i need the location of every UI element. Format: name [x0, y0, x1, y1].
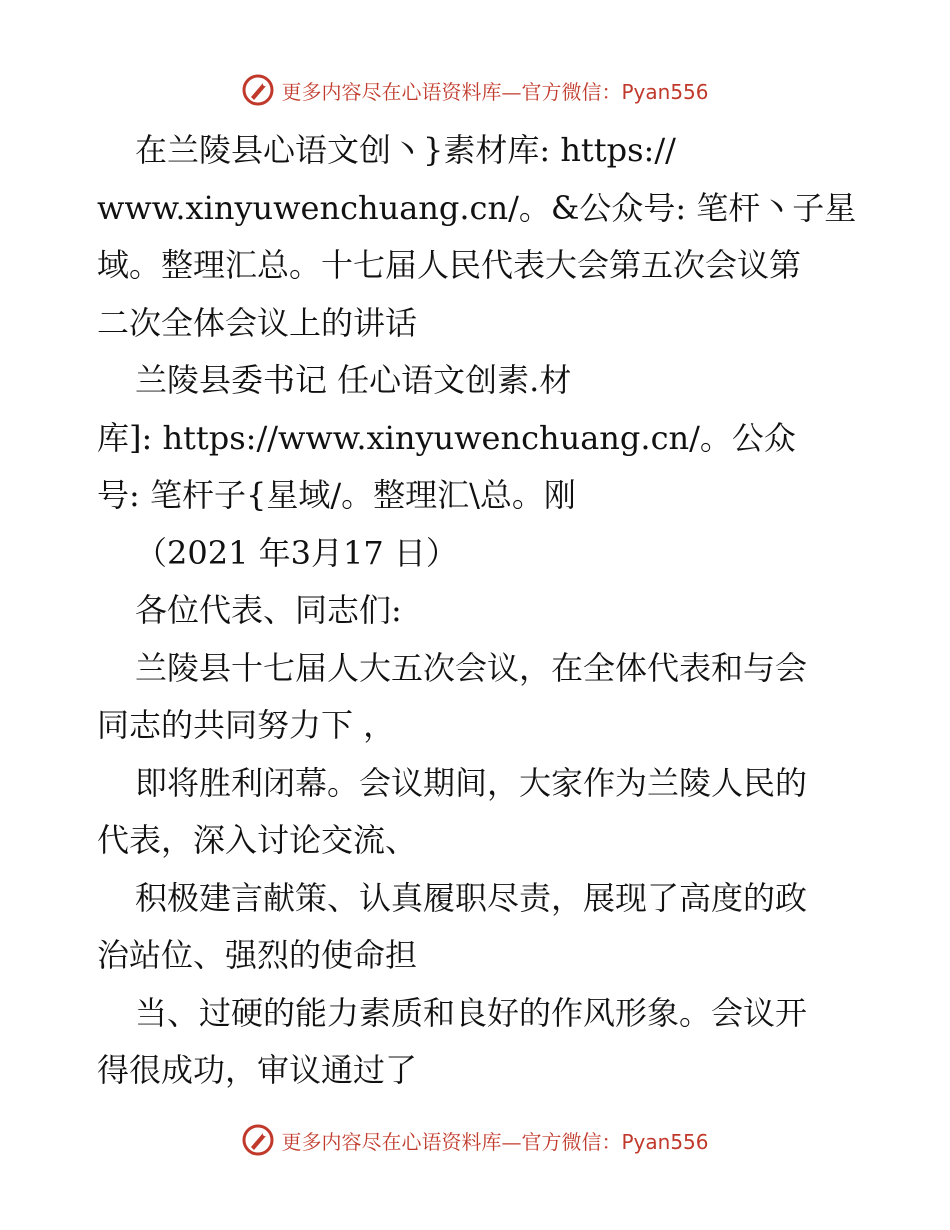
document-line: 得很成功，审议通过了 [97, 1051, 418, 1089]
document-line: 各位代表、同志们: [135, 591, 402, 629]
pen-nib-logo-icon [241, 73, 275, 107]
footer-banner [0, 1120, 950, 1160]
document-line: www.xinyuwenchuang.cn/。&公众号: 笔杆丶子星 [97, 188, 857, 227]
document-line: 二次全体会议上的讲话 [97, 303, 418, 342]
document-line: 库]: https://www.xinyuwenchuang.cn/。公众 [97, 418, 796, 457]
header-banner [0, 70, 950, 110]
document-line: 同志的共同努力下 ， [97, 706, 396, 744]
pen-nib-logo-icon [241, 1123, 275, 1157]
document-line: 治站位、强烈的使命担 [97, 936, 418, 974]
document-line: 兰陵县委书记 任心语文创素.材 [135, 361, 572, 399]
document-line: （2021 年3月17 日） [135, 533, 458, 572]
document-line: 在兰陵县心语文创丶}素材库: https:// [135, 131, 676, 169]
banner-prefix: 更多内容尽在心语资料库—官方微信： [281, 79, 622, 104]
document-line: 即将胜利闭幕。会议期间，大家作为兰陵人民的 [135, 763, 808, 802]
document-line: 域。整理汇总。十七届人民代表大会第五次会议第 [97, 246, 802, 284]
banner-wechat-id: Pyan556 [621, 1129, 709, 1154]
banner-text [281, 76, 708, 105]
document-line: 号: 笔杆子{星域/。整理汇\总。刚 [97, 476, 576, 514]
document-line: 代表，深入讨论交流、 [97, 821, 418, 859]
document-line: 积极建言献策、认真履职尽责，展现了高度的政 [135, 878, 808, 917]
banner-prefix: 更多内容尽在心语资料库—官方微信： [281, 1129, 622, 1154]
banner-wechat-id: Pyan556 [621, 79, 709, 104]
document-line: 兰陵县十七届人大五次会议，在全体代表和与会 [135, 648, 808, 687]
banner-text [281, 1126, 708, 1155]
document-body [97, 122, 857, 1100]
document-line: 当、过硬的能力素质和良好的作风形象。会议开 [135, 993, 808, 1032]
